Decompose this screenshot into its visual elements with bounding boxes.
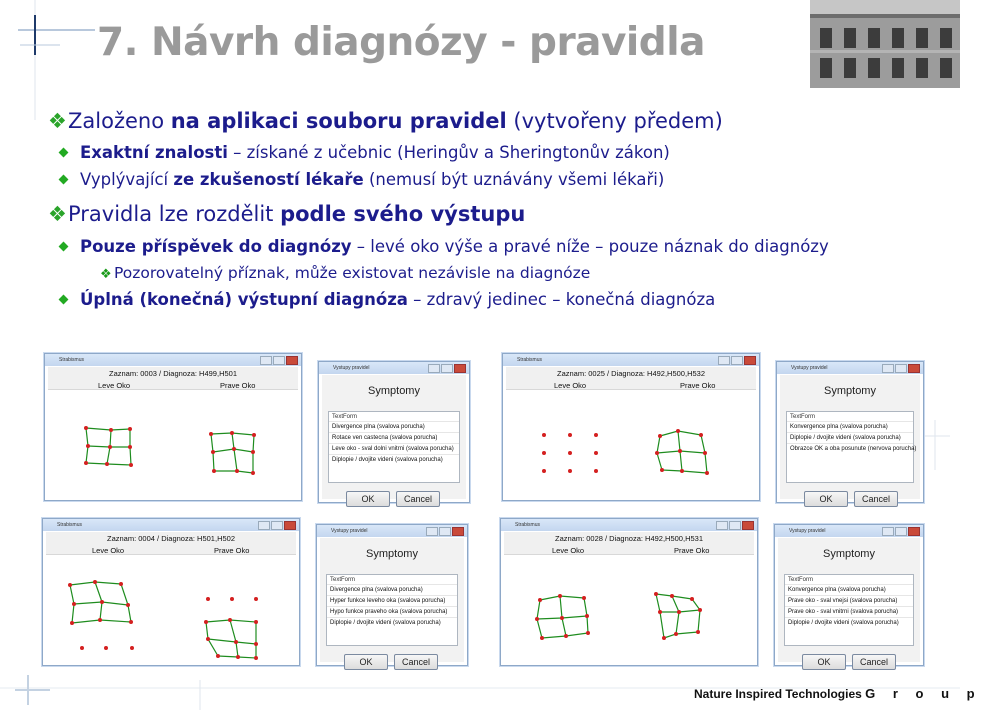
window-title: Strabismus	[515, 522, 541, 528]
list-item[interactable]: Diplopie / dvojite videni (svalova porucha)	[787, 432, 913, 443]
record-label: Zaznam: 0025 / Diagnoza: H492,H500,H532	[556, 369, 705, 378]
simulator-body	[506, 367, 756, 497]
cancel-button[interactable]: Cancel	[852, 654, 896, 670]
close-icon[interactable]	[744, 356, 756, 365]
window-controls[interactable]	[882, 527, 920, 535]
bullet-text-bold: Úplná (konečná) výstupní diagnóza	[80, 290, 408, 309]
list-caption: TextForm	[788, 577, 814, 583]
minimize-icon[interactable]	[716, 521, 728, 530]
slide-title: 7. Návrh diagnózy - pravidla	[97, 20, 705, 65]
building-photo	[810, 0, 960, 88]
minimize-icon[interactable]	[258, 521, 270, 530]
window-controls[interactable]	[428, 364, 466, 372]
simulator-body	[504, 532, 754, 662]
cancel-button[interactable]: Cancel	[396, 491, 440, 507]
bullet-text: – levé oko výše a pravé níže – pouze náznak do diagnózy	[351, 237, 829, 256]
maximize-icon[interactable]	[441, 364, 453, 373]
eye-grids	[506, 367, 756, 497]
small-diamond-icon	[59, 148, 69, 158]
window-controls[interactable]	[426, 527, 464, 535]
ok-button[interactable]: OK	[804, 491, 848, 507]
bullet-diamond-icon: ❖	[48, 202, 67, 226]
dialog-titlebar	[777, 362, 923, 374]
bullet-exact-knowledge	[60, 143, 670, 162]
list-item[interactable]: Diplopie / dvojite videni (svalova porucha)	[785, 617, 913, 628]
dialog-heading: Symptomy	[824, 385, 876, 397]
list-item[interactable]: Diplopie / dvojite videni (svalova porucha)	[329, 454, 459, 465]
cancel-button[interactable]: Cancel	[854, 491, 898, 507]
minimize-icon[interactable]	[718, 356, 730, 365]
dialog-body	[780, 375, 920, 504]
list-caption: TextForm	[332, 414, 358, 420]
right-eye-label: Prave Oko	[674, 546, 710, 555]
dialog-body	[322, 375, 466, 504]
rules-dialog	[318, 361, 470, 503]
small-bullet-diamond-icon: ❖	[100, 267, 112, 282]
right-eye-label: Prave Oko	[680, 381, 716, 390]
record-label: Zaznam: 0003 / Diagnoza: H499,H501	[109, 369, 237, 378]
minimize-icon[interactable]	[882, 527, 894, 536]
window-titlebar	[43, 519, 299, 531]
eye-grids	[48, 367, 298, 497]
window-controls[interactable]	[258, 521, 296, 529]
window-titlebar	[501, 519, 757, 531]
list-item[interactable]: Diplopie / dvojite videni (svalova porucha)	[327, 617, 457, 628]
bullet-text: Pravidla lze rozdělit	[68, 202, 281, 226]
window-title: Strabismus	[59, 357, 85, 363]
ok-button[interactable]: OK	[346, 491, 390, 507]
close-icon[interactable]	[454, 364, 466, 373]
left-eye-label: Leve Oko	[92, 546, 125, 555]
list-item[interactable]: Hypo funkce praveho oka (svalova porucha)	[327, 606, 457, 617]
close-icon[interactable]	[284, 521, 296, 530]
close-icon[interactable]	[286, 356, 298, 365]
footer-brand	[694, 686, 982, 701]
window-titlebar	[503, 354, 759, 366]
bullet-text-bold: na aplikaci souboru pravidel	[170, 109, 507, 133]
symptom-list[interactable]	[786, 411, 917, 483]
simulator-window	[44, 353, 302, 501]
list-item[interactable]: Prave oko - sval vnitrni (svalova porucha)	[785, 606, 913, 617]
right-eye-label: Prave Oko	[214, 546, 250, 555]
footer-brand-name: Nature Inspired Technologies	[694, 687, 862, 701]
left-eye-label: Leve Oko	[98, 381, 131, 390]
list-item[interactable]: Leve oko - sval dolni vnitrni (svalova porucha)	[329, 443, 459, 454]
list-item[interactable]: Konvergence plna (svalova porucha)	[787, 421, 913, 432]
dialog-title: Vystupy pravidel	[791, 365, 828, 371]
eye-grids	[504, 532, 754, 662]
footer-group: G r o u p	[865, 686, 982, 701]
window-title: Strabismus	[57, 522, 83, 528]
bullet-rules-based	[48, 109, 723, 133]
bullet-text: (nemusí být uznávány všemi lékaři)	[363, 170, 665, 189]
window-controls[interactable]	[260, 356, 298, 364]
symptom-list[interactable]	[326, 574, 458, 646]
simulator-window	[502, 353, 760, 501]
dialog-heading: Symptomy	[366, 548, 418, 560]
window-titlebar	[45, 354, 301, 366]
rules-dialog	[316, 524, 468, 666]
dialog-heading: Symptomy	[368, 385, 420, 397]
list-item[interactable]: Obrazce OK a oba posunute (nervova porucha)	[787, 443, 913, 454]
close-icon[interactable]	[908, 527, 920, 536]
window-controls[interactable]	[716, 521, 754, 529]
bullet-text: Pozorovatelný příznak, může existovat nezávisle na diagnóze	[114, 264, 591, 282]
bullet-text: – zdravý jedinec – konečná diagnóza	[407, 290, 716, 309]
bullet-text-bold: podle svého výstupu	[280, 202, 526, 226]
dialog-titlebar	[319, 362, 469, 374]
bullet-text: – získané z učebnic (Heringův a Sheringtonův zákon)	[227, 143, 670, 162]
dialog-body	[778, 538, 920, 667]
rules-dialog	[776, 361, 924, 503]
list-item[interactable]: Hyper funkce leveho oka (svalova porucha)	[327, 595, 457, 606]
dialog-title: Vystupy pravidel	[789, 528, 826, 534]
dialog-titlebar	[775, 525, 923, 537]
minimize-icon[interactable]	[882, 364, 894, 373]
bullet-text-bold: Pouze příspěvek do diagnózy	[80, 237, 352, 256]
bullet-symptom	[100, 264, 590, 282]
dialog-body	[320, 538, 464, 667]
list-item[interactable]: Konvergence plna (svalova porucha)	[785, 584, 913, 595]
eye-grids	[46, 532, 296, 662]
list-caption: TextForm	[330, 577, 356, 583]
dialog-heading: Symptomy	[823, 548, 875, 560]
simulator-window	[500, 518, 758, 666]
bullet-text-bold: Exaktní znalosti	[80, 143, 228, 162]
list-item[interactable]: Prave oko - sval vnejsi (svalova porucha)	[785, 595, 913, 606]
bullet-diamond-icon: ❖	[48, 109, 67, 133]
maximize-icon[interactable]	[273, 356, 285, 365]
rules-dialog	[774, 524, 924, 666]
record-label: Zaznam: 0028 / Diagnoza: H492,H500,H531	[554, 534, 703, 543]
list-item[interactable]: Divergence plna (svalova porucha)	[327, 584, 457, 595]
dialog-titlebar	[317, 525, 467, 537]
symptom-list[interactable]	[328, 411, 460, 483]
small-diamond-icon	[59, 295, 69, 305]
symptom-list[interactable]	[784, 574, 914, 646]
bullet-rules-output	[48, 202, 525, 226]
maximize-icon[interactable]	[895, 364, 907, 373]
close-icon[interactable]	[452, 527, 464, 536]
maximize-icon[interactable]	[439, 527, 451, 536]
maximize-icon[interactable]	[895, 527, 907, 536]
minimize-icon[interactable]	[426, 527, 438, 536]
small-diamond-icon	[59, 175, 69, 185]
close-icon[interactable]	[908, 364, 920, 373]
maximize-icon[interactable]	[271, 521, 283, 530]
right-eye-label: Prave Oko	[220, 381, 256, 390]
window-controls[interactable]	[882, 364, 920, 372]
ok-button[interactable]: OK	[802, 654, 846, 670]
bullet-text-bold: ze zkušeností lékaře	[173, 170, 364, 189]
simulator-body	[48, 367, 298, 497]
list-caption: TextForm	[790, 414, 816, 420]
maximize-icon[interactable]	[729, 521, 741, 530]
minimize-icon[interactable]	[260, 356, 272, 365]
window-controls[interactable]	[718, 356, 756, 364]
bullet-text: Vyplývající	[80, 170, 174, 189]
simulator-window	[42, 518, 300, 666]
bullet-text: (vytvořeny předem)	[506, 109, 723, 133]
list-item[interactable]: Divergence plna (svalova porucha)	[329, 421, 459, 432]
bullet-contribution	[60, 237, 829, 256]
list-item[interactable]: Rotace ven castecna (svalova porucha)	[329, 432, 459, 443]
maximize-icon[interactable]	[731, 356, 743, 365]
dialog-title: Vystupy pravidel	[331, 528, 368, 534]
window-title: Strabismus	[517, 357, 543, 363]
bullet-text: Založeno	[68, 109, 171, 133]
minimize-icon[interactable]	[428, 364, 440, 373]
record-label: Zaznam: 0004 / Diagnoza: H501,H502	[107, 534, 235, 543]
cancel-button[interactable]: Cancel	[394, 654, 438, 670]
left-eye-label: Leve Oko	[552, 546, 585, 555]
bullet-experience	[60, 170, 664, 189]
simulator-body	[46, 532, 296, 662]
ok-button[interactable]: OK	[344, 654, 388, 670]
close-icon[interactable]	[742, 521, 754, 530]
left-eye-label: Leve Oko	[554, 381, 587, 390]
small-diamond-icon	[59, 242, 69, 252]
dialog-title: Vystupy pravidel	[333, 365, 370, 371]
bullet-final-diagnosis	[60, 290, 715, 309]
